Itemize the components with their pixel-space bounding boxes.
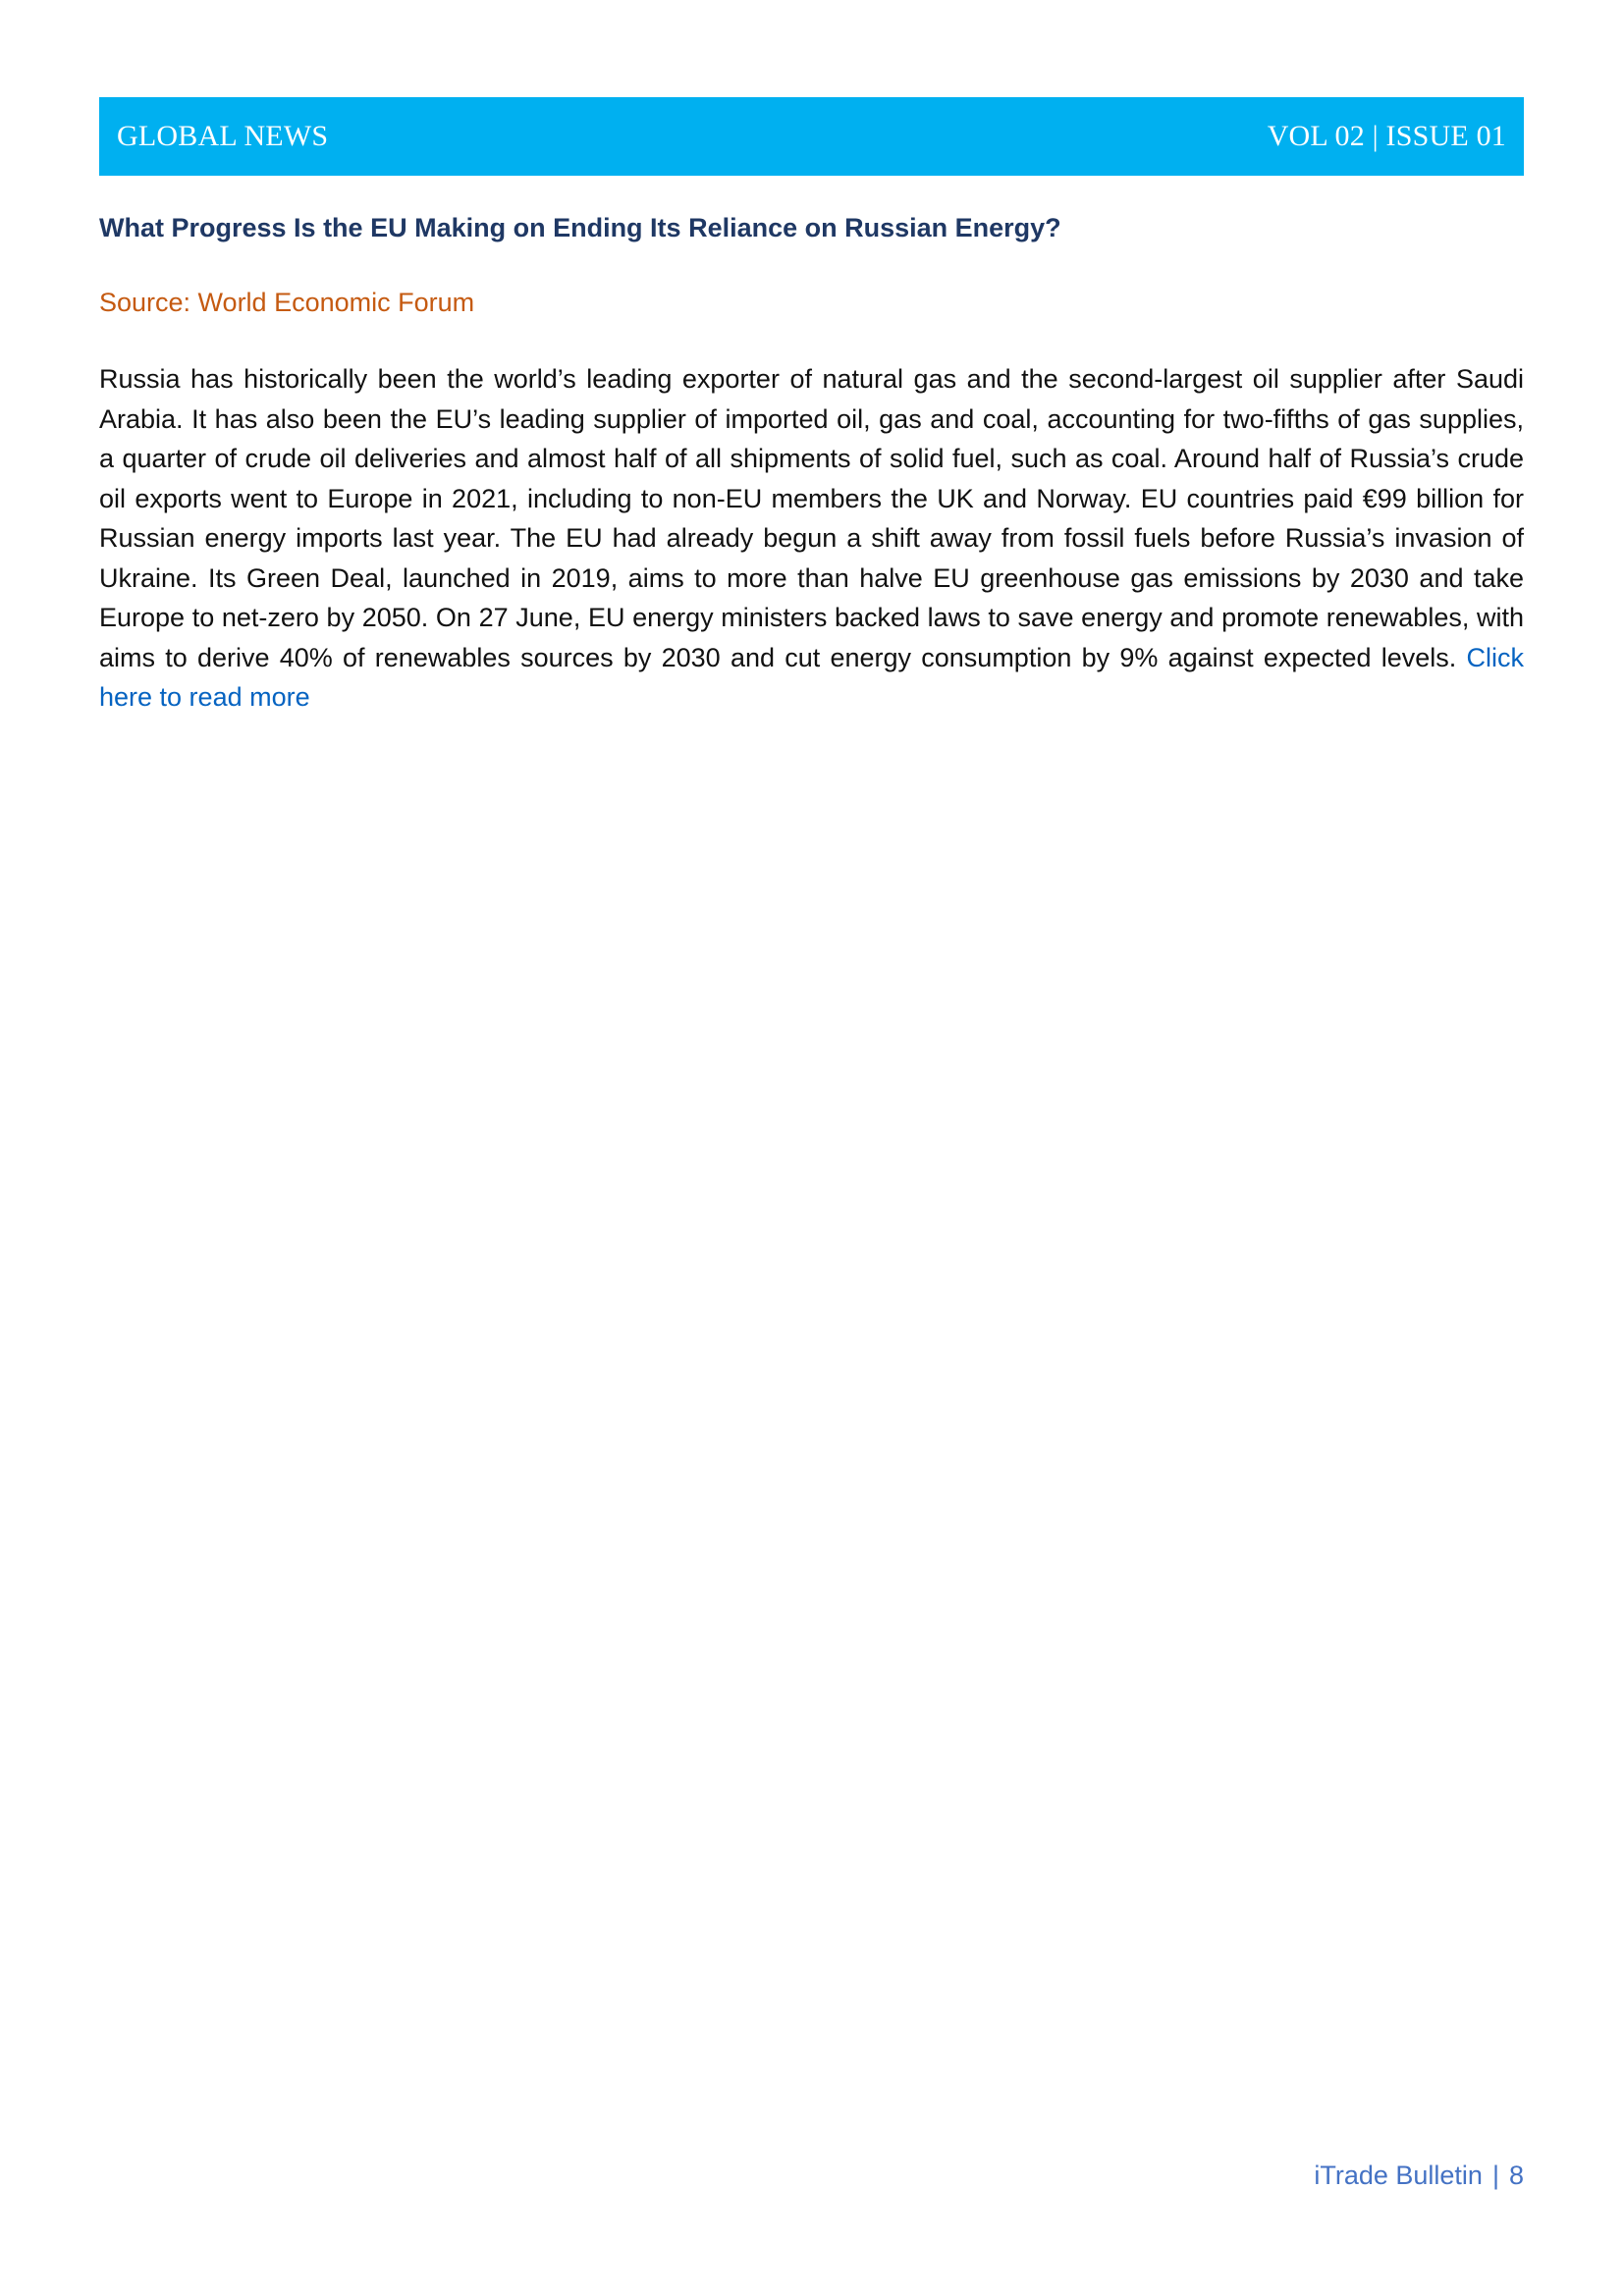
article-source: Source: World Economic Forum	[99, 288, 475, 317]
publication-name: iTrade Bulletin	[1314, 2161, 1483, 2190]
issue-label: VOL 02 | ISSUE 01	[1267, 120, 1506, 152]
section-title: GLOBAL NEWS	[117, 120, 329, 152]
page-number: 8	[1508, 2161, 1524, 2190]
article-title: What Progress Is the EU Making on Ending Its Reliance on Russian Energy?	[99, 213, 1061, 242]
header-bar	[99, 97, 1524, 176]
footer-separator: |	[1491, 2161, 1499, 2190]
read-more-link[interactable]: Click here to read more	[99, 642, 1524, 712]
article-body-text: Russia has historically been the world’s leading exporter of natural gas and the second-largest oil supplier after Saudi Arabia. It has also been the EU’s leading supplier of imported oil, gas and coal, accounting for two-fifths of gas supplies, a quarter of crude oil deliveries and almost half of all shipments of solid fuel, such as coal. Around half of Russia’s crude oil exports went to Europe in 2021, including to non-EU members the UK and Norway. EU countries paid €99 billion for Russian energy imports last year. The EU had already begun a shift away from fossil fuels before Russia’s invasion of Ukraine. Its Green Deal, launched in 2019, aims to more than halve EU greenhouse gas emissions by 2030 and take Europe to net-zero by 2050. On 27 June, EU energy ministers backed laws to save energy and promote renewables, with aims to derive 40% of renewables sources by 2030 and cut energy consumption by 9% against expected levels.	[99, 364, 1524, 672]
article-body	[99, 359, 1524, 718]
page-footer	[1314, 2156, 1524, 2195]
